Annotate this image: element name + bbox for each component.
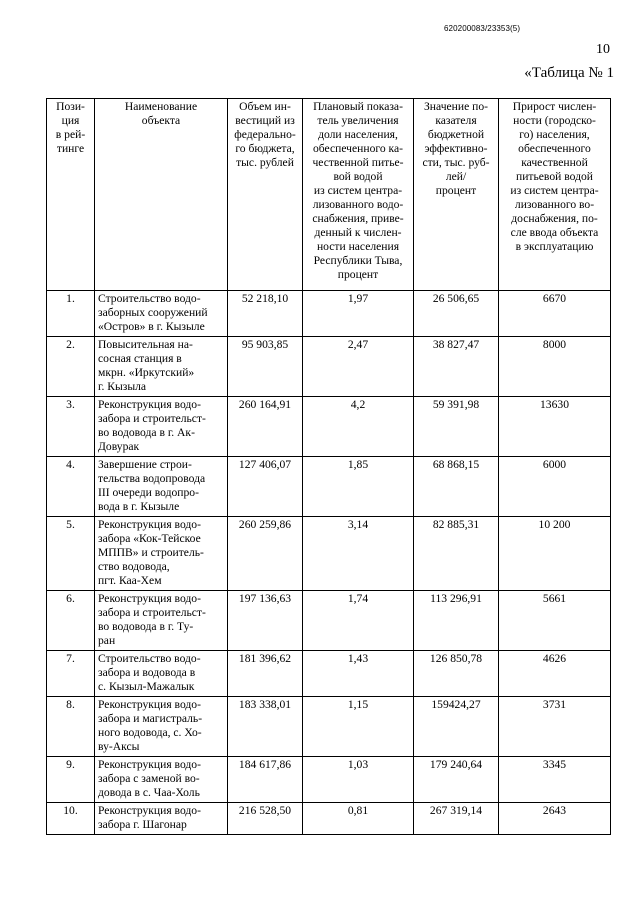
table-row — [47, 397, 611, 457]
row-population-growth: 13630 — [499, 397, 611, 457]
row-investment: 184 617,86 — [228, 757, 303, 803]
ranking-table — [46, 98, 611, 835]
row-position: 5. — [47, 517, 95, 591]
row-object-name: Реконструкция водо- забора «Кок-Тейское МППВ» и строитель- ство водовода, пгт. Каа-Хем — [95, 517, 228, 591]
row-planned-share: 1,97 — [303, 291, 414, 337]
row-object-name: Строительство водо- забора и водовода в с. Кызыл-Мажалык — [95, 651, 228, 697]
col-header-investment: Объем ин- вестиций из федерально- го бюджета, тыс. рублей — [228, 99, 303, 291]
row-object-name: Реконструкция водо- забора г. Шагонар — [95, 803, 228, 835]
row-object-name: Строительство водо- заборных сооружений «Остров» в г. Кызыле — [95, 291, 228, 337]
row-investment: 52 218,10 — [228, 291, 303, 337]
row-object-name: Повысительная на- сосная станция в мкрн. «Иркутский» г. Кызыла — [95, 337, 228, 397]
row-planned-share: 1,85 — [303, 457, 414, 517]
row-investment: 260 259,86 — [228, 517, 303, 591]
page-number: 10 — [596, 42, 610, 57]
row-population-growth: 4626 — [499, 651, 611, 697]
row-investment: 216 528,50 — [228, 803, 303, 835]
row-position: 1. — [47, 291, 95, 337]
row-investment: 181 396,62 — [228, 651, 303, 697]
table-row — [47, 517, 611, 591]
table-row — [47, 591, 611, 651]
row-object-name: Реконструкция водо- забора и магистраль- ного водовода, с. Хо- ву-Аксы — [95, 697, 228, 757]
col-header-position: Пози- ция в рей- тинге — [47, 99, 95, 291]
row-object-name: Реконструкция водо- забора с заменой во- довода в с. Чаа-Холь — [95, 757, 228, 803]
row-object-name: Реконструкция водо- забора и строительст- во водовода в г. Ту- ран — [95, 591, 228, 651]
table-row — [47, 291, 611, 337]
row-budget-efficiency: 82 885,31 — [414, 517, 499, 591]
document-id: 620200083/23353(5) — [444, 24, 521, 33]
row-investment: 183 338,01 — [228, 697, 303, 757]
row-planned-share: 1,15 — [303, 697, 414, 757]
row-position: 7. — [47, 651, 95, 697]
row-budget-efficiency: 159424,27 — [414, 697, 499, 757]
row-budget-efficiency: 267 319,14 — [414, 803, 499, 835]
row-population-growth: 8000 — [499, 337, 611, 397]
table-title: «Таблица № 1 — [524, 65, 614, 81]
row-population-growth: 6670 — [499, 291, 611, 337]
row-population-growth: 2643 — [499, 803, 611, 835]
row-planned-share: 4,2 — [303, 397, 414, 457]
row-population-growth: 5661 — [499, 591, 611, 651]
row-budget-efficiency: 68 868,15 — [414, 457, 499, 517]
row-position: 4. — [47, 457, 95, 517]
table-row — [47, 757, 611, 803]
row-planned-share: 1,74 — [303, 591, 414, 651]
table-row — [47, 457, 611, 517]
row-position: 6. — [47, 591, 95, 651]
row-position: 3. — [47, 397, 95, 457]
row-population-growth: 3731 — [499, 697, 611, 757]
row-planned-share: 1,03 — [303, 757, 414, 803]
table-row — [47, 803, 611, 835]
row-position: 10. — [47, 803, 95, 835]
row-budget-efficiency: 179 240,64 — [414, 757, 499, 803]
col-header-planned-share: Плановый показа- тель увеличения доли населения, обеспеченного ка- чественной питье- вой водой из систем центра- лизованного водо- снабжения, приве- денный к числен- ности населения Республики Тыва, процент — [303, 99, 414, 291]
row-object-name: Завершение строи- тельства водопровода III очереди водопро- вода в г. Кызыле — [95, 457, 228, 517]
row-planned-share: 0,81 — [303, 803, 414, 835]
row-investment: 197 136,63 — [228, 591, 303, 651]
row-position: 9. — [47, 757, 95, 803]
row-planned-share: 3,14 — [303, 517, 414, 591]
table-row — [47, 651, 611, 697]
table-row — [47, 697, 611, 757]
row-budget-efficiency: 59 391,98 — [414, 397, 499, 457]
table-row — [47, 337, 611, 397]
row-object-name: Реконструкция водо- забора и строительст- во водовода в г. Ак- Довурак — [95, 397, 228, 457]
table-header-row — [47, 99, 611, 291]
row-position: 8. — [47, 697, 95, 757]
row-budget-efficiency: 126 850,78 — [414, 651, 499, 697]
row-investment: 127 406,07 — [228, 457, 303, 517]
row-investment: 95 903,85 — [228, 337, 303, 397]
col-header-population-growth: Прирост числен- ности (городско- го) населения, обеспеченного качественной питьевой водой из систем центра- лизованного во- доснабжения, по- сле ввода объекта в эксплуатацию — [499, 99, 611, 291]
row-population-growth: 6000 — [499, 457, 611, 517]
row-budget-efficiency: 113 296,91 — [414, 591, 499, 651]
col-header-budget-efficiency: Значение по- казателя бюджетной эффективно- сти, тыс. руб- лей/ процент — [414, 99, 499, 291]
row-population-growth: 10 200 — [499, 517, 611, 591]
row-position: 2. — [47, 337, 95, 397]
row-planned-share: 1,43 — [303, 651, 414, 697]
row-budget-efficiency: 38 827,47 — [414, 337, 499, 397]
row-budget-efficiency: 26 506,65 — [414, 291, 499, 337]
row-investment: 260 164,91 — [228, 397, 303, 457]
col-header-object-name: Наименование объекта — [95, 99, 228, 291]
row-population-growth: 3345 — [499, 757, 611, 803]
row-planned-share: 2,47 — [303, 337, 414, 397]
